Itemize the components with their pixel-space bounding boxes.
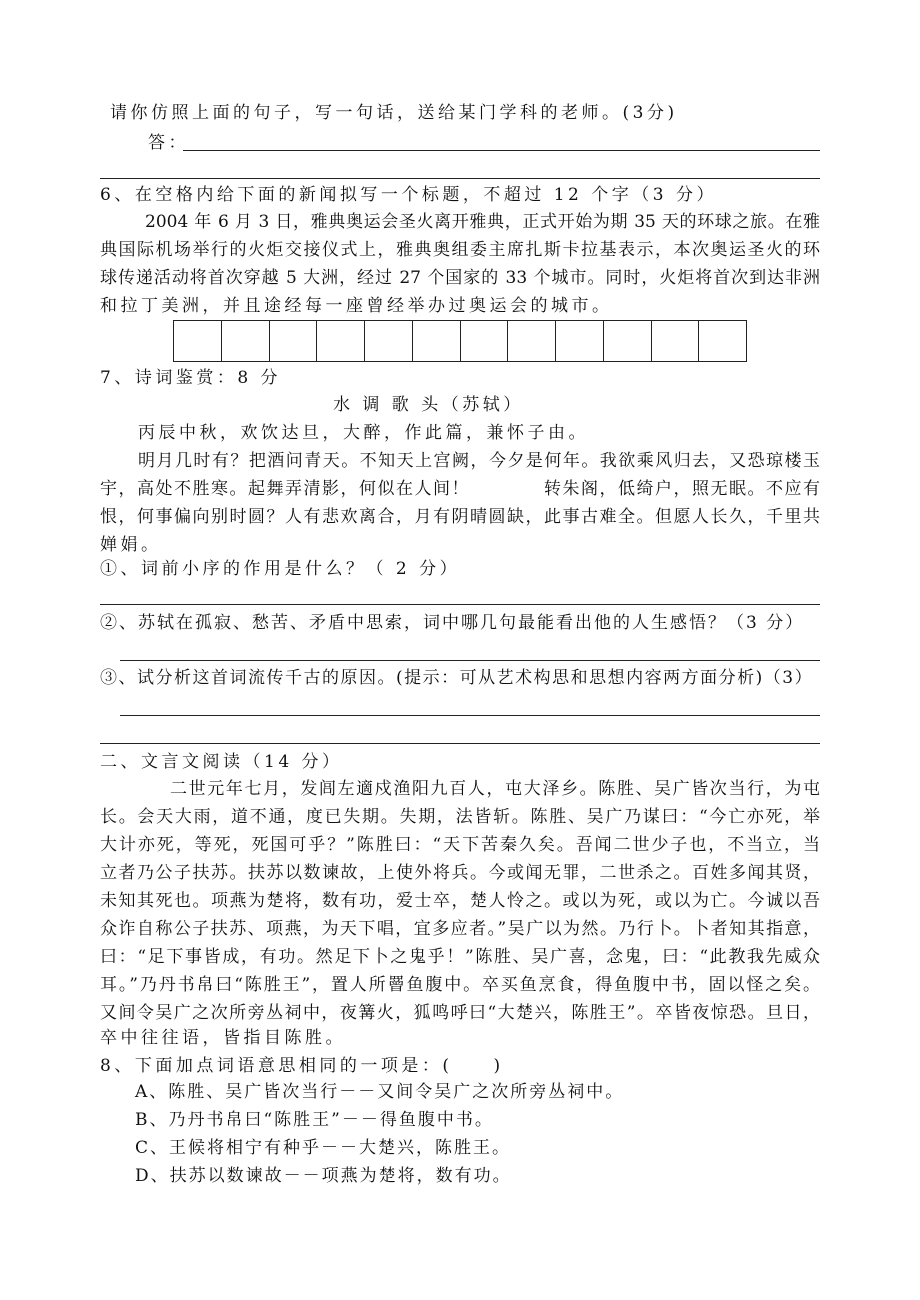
poem-preface: 丙辰中秋，欢饮达旦，大醉，作此篇，兼怀子由。 [138,423,589,443]
passage-line: 众诈自称公子扶苏、项燕，为天下唱，宜多应者。”吴广以为然。乃行卜。卜者知其指意， [100,919,820,939]
q7-title: 7、诗词鉴赏：8 分 [100,368,282,388]
passage-line: 又间令吴广之次所旁丛祠中，夜篝火，狐鸣呼曰“大楚兴，陈胜王”。卒皆夜惊恐。旦日， [100,1003,820,1023]
passage-line: 立者乃公子扶苏。扶苏以数谏故，上使外将兵。今或闻无罪，二世杀之。百姓多闻其贤， [100,863,820,883]
char-box[interactable] [317,321,365,361]
q8-title: 8、下面加点词语意思相同的一项是：( ) [100,1056,504,1076]
poem-title: 水 调 歌 头（苏轼） [333,395,524,415]
subquestion-3: ③、试分析这首词流传千古的原因。(提示：可从艺术构思和思想内容两方面分析)（3） [100,668,814,688]
subquestion-2: ②、苏轼在孤寂、愁苦、矛盾中思索，词中哪几句最能看出他的人生感悟？（3 分） [100,613,805,633]
passage-line: 未知其死也。项燕为楚将，数有功，爱士卒，楚人怜之。或以为死，或以为亡。今诚以吾 [100,891,820,911]
q6-title: 6、在空格内给下面的新闻拟写一个标题，不超过 12 个字（3 分） [100,185,717,205]
answer-line[interactable] [183,150,820,151]
passage-line: 二世元年七月，发闾左適戍渔阳九百人，屯大泽乡。陈胜、吴广皆次当行，为屯 [170,779,820,799]
answer-line[interactable] [120,715,820,716]
poem-line: 恨，何事偏向别时圆？人有悲欢离合，月有阴晴圆缺，此事古难全。但愿人长久，千里共 [100,507,820,527]
news-line: 2004 年 6 月 3 日，雅典奥运会圣火离开雅典，正式开始为期 35 天的环球之旅。在雅 [145,212,820,232]
passage-line: 卒中往往语，皆指目陈胜。 [100,1028,346,1048]
answer-label: 答： [148,133,189,153]
passage-line: 曰：“足下事皆成，有功。然足下卜之鬼乎！”陈胜、吴广喜，念鬼，曰：“此教我先威众 [100,947,820,967]
passage-line: 大计亦死，等死，死国可乎？”陈胜曰：“天下苦秦久矣。吾闻二世少子也，不当立，当 [100,835,820,855]
q5-prompt: 请你仿照上面的句子，写一句话，送给某门学科的老师。(3分) [110,103,678,123]
char-box[interactable] [413,321,461,361]
passage-line: 耳。”乃丹书帛曰“陈胜王”，置人所罾鱼腹中。卒买鱼烹食，得鱼腹中书，固以怪之矣。 [100,975,820,995]
option-a[interactable]: A、陈胜、吴广皆次当行－－又间令吴广之次所旁丛祠中。 [135,1082,625,1102]
char-box[interactable] [556,321,604,361]
subquestion-1: ①、词前小序的作用是什么？（ 2 分） [100,559,461,579]
option-b[interactable]: B、乃丹书帛曰“陈胜王”－－得鱼腹中书。 [135,1110,494,1130]
char-box[interactable] [222,321,270,361]
option-c[interactable]: C、王候将相宁有种乎－－大楚兴，陈胜王。 [135,1138,512,1158]
answer-line[interactable] [100,604,820,605]
char-box[interactable] [508,321,556,361]
news-line: 典国际机场举行的火炬交接仪式上，雅典奥组委主席扎斯卡拉基表示，本次奥运圣火的环 [100,240,820,260]
news-line: 球传递活动将首次穿越 5 大洲，经过 27 个国家的 33 个城市。同时，火炬将首次到达非洲 [100,268,820,288]
poem-line: 宇，高处不胜寒。起舞弄清影，何似在人间！ 转朱阁，低绮户，照无眠。不应有 [100,479,820,499]
char-box[interactable] [604,321,652,361]
answer-line[interactable] [120,660,820,661]
section2-title: 二、文言文阅读（14 分） [100,752,343,772]
headline-answer-boxes[interactable] [173,320,747,362]
divider [100,178,820,179]
news-line: 和拉丁美洲，并且途经每一座曾经举办过奥运会的城市。 [100,296,613,316]
passage-line: 长。会天大雨，道不通，度已失期。失期，法皆斩。陈胜、吴广乃谋曰：“今亡亦死，举 [100,807,820,827]
char-box[interactable] [365,321,413,361]
char-box[interactable] [270,321,318,361]
char-box[interactable] [699,321,746,361]
char-box[interactable] [652,321,700,361]
char-box[interactable] [461,321,509,361]
poem-line: 明月几时有？把酒问青天。不知天上宫阙，今夕是何年。我欲乘风归去，又恐琼楼玉 [138,451,820,471]
option-d[interactable]: D、扶苏以数谏故－－项燕为楚将，数有功。 [135,1166,512,1186]
char-box[interactable] [174,321,222,361]
answer-line[interactable] [100,743,820,744]
poem-line: 婵娟。 [100,535,162,555]
